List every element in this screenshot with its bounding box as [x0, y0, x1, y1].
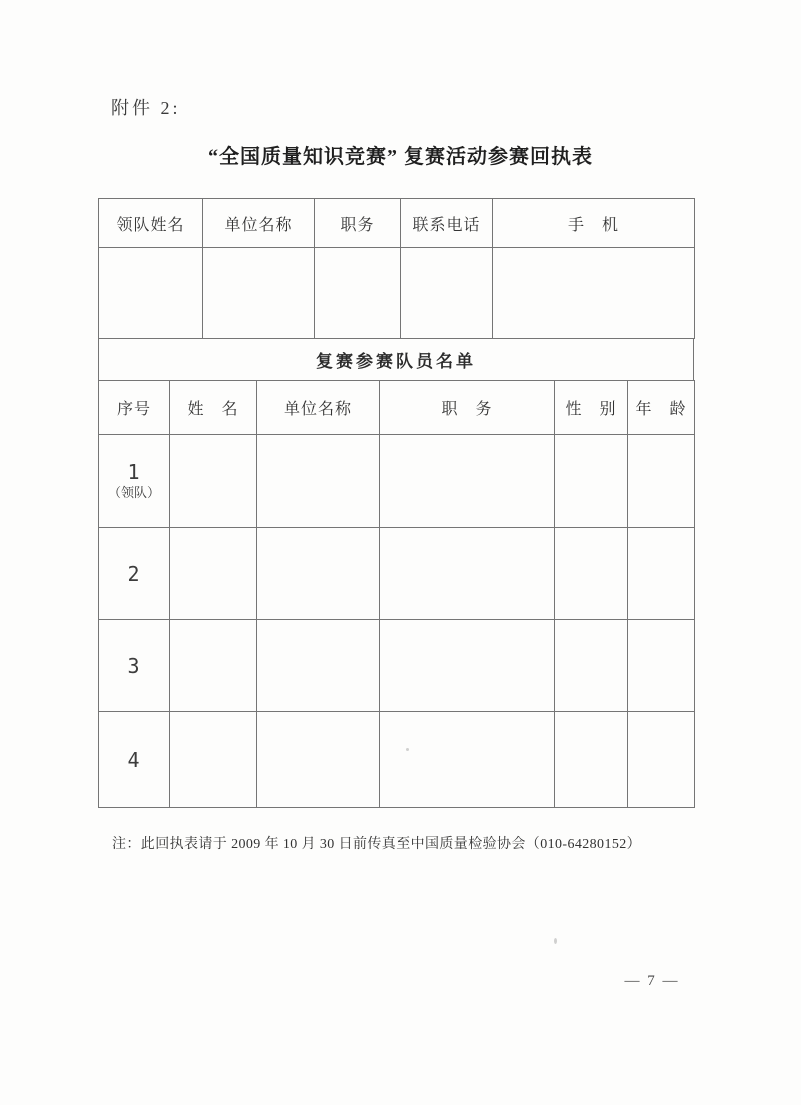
scan-speck [554, 938, 557, 944]
roster-seq-number: 2 [127, 561, 141, 586]
roster-header-name: 姓 名 [170, 381, 257, 435]
leader-blank-cell [493, 248, 695, 339]
roster-header-position: 职 务 [380, 381, 555, 435]
leader-header-mobile: 手 机 [493, 199, 695, 248]
roster-header-age: 年 龄 [628, 381, 695, 435]
roster-seq-number: 1 [127, 460, 141, 484]
leader-header-org: 单位名称 [203, 199, 315, 248]
roster-section-title: 复赛参赛队员名单 [98, 339, 694, 380]
leader-header-name: 领队姓名 [99, 199, 203, 248]
roster-blank-cell [257, 620, 380, 712]
leader-blank-cell [401, 248, 493, 339]
roster-blank-cell [170, 620, 257, 712]
leader-blank-cell [99, 248, 203, 339]
roster-blank-cell [380, 528, 555, 620]
roster-seq-cell [99, 620, 170, 712]
footnote: 注：此回执表请于 2009 年 10 月 30 日前传真至中国质量检验协会（010-64280152） [112, 837, 642, 852]
roster-seq-cell [99, 712, 170, 808]
roster-blank-cell [628, 435, 695, 528]
roster-blank-cell [380, 712, 555, 808]
roster-blank-cell [257, 712, 380, 808]
leader-header-position: 职务 [315, 199, 401, 248]
roster-seq-number: 4 [127, 747, 141, 772]
leader-header-phone: 联系电话 [401, 199, 493, 248]
leader-blank-row [99, 248, 695, 339]
roster-blank-cell [170, 435, 257, 528]
roster-blank-cell [380, 435, 555, 528]
roster-row-1 [99, 435, 695, 528]
leader-blank-cell [203, 248, 315, 339]
attachment-label: 附件 2: [111, 98, 181, 118]
leader-header-row [99, 199, 695, 248]
roster-blank-cell [628, 528, 695, 620]
roster-blank-cell [257, 435, 380, 528]
roster-blank-cell [628, 620, 695, 712]
roster-header-seq: 序号 [99, 381, 170, 435]
roster-blank-cell [380, 620, 555, 712]
scan-speck [406, 748, 409, 751]
roster-row-2 [99, 528, 695, 620]
roster-blank-cell [170, 528, 257, 620]
roster-row-3 [99, 620, 695, 712]
roster-blank-cell [555, 620, 628, 712]
roster-seq-note: （领队） [107, 485, 160, 500]
roster-blank-cell [170, 712, 257, 808]
roster-blank-cell [628, 712, 695, 808]
roster-blank-cell [555, 435, 628, 528]
reply-form [98, 198, 694, 808]
roster-blank-cell [555, 712, 628, 808]
roster-seq-number: 3 [127, 653, 141, 678]
roster-seq-cell [99, 435, 170, 528]
roster-header-org: 单位名称 [257, 381, 380, 435]
page-number: — 7 — [624, 973, 680, 989]
roster-row-4 [99, 712, 695, 808]
roster-seq-cell [99, 528, 170, 620]
roster-blank-cell [257, 528, 380, 620]
roster-table [98, 380, 695, 808]
roster-header-row [99, 381, 695, 435]
roster-header-gender: 性 别 [555, 381, 628, 435]
page-title: “全国质量知识竞赛” 复赛活动参赛回执表 [208, 146, 593, 168]
roster-blank-cell [555, 528, 628, 620]
leader-info-table [98, 198, 695, 339]
leader-blank-cell [315, 248, 401, 339]
